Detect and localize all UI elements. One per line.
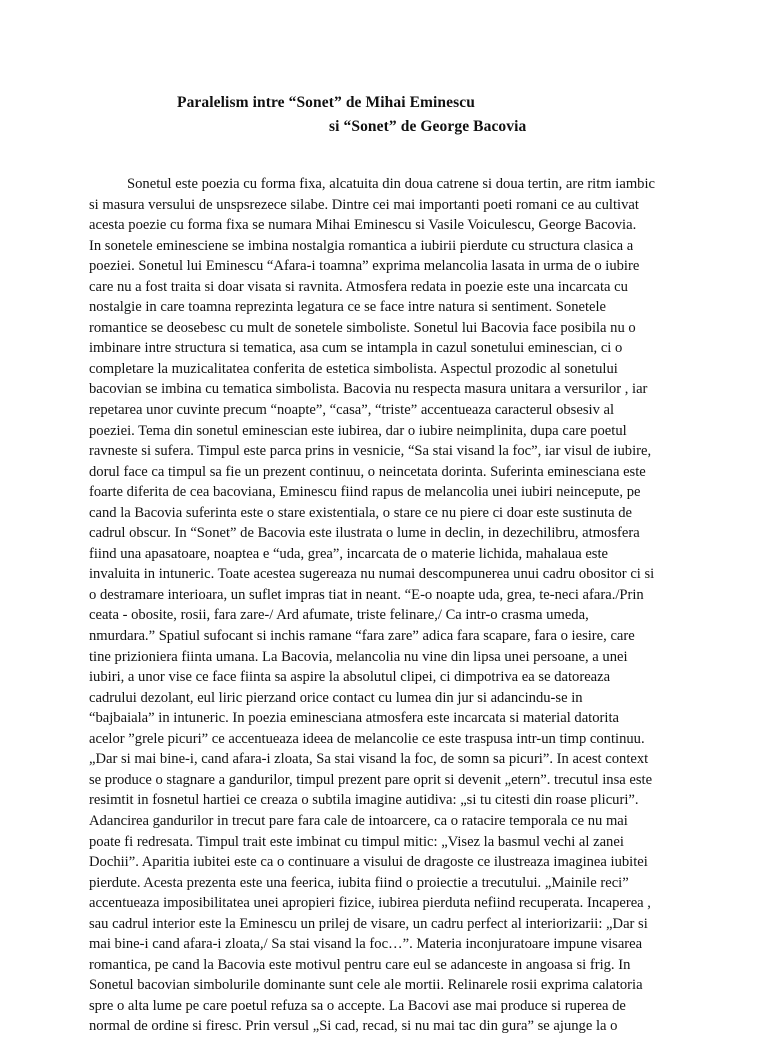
body-text-line: romantice se deosebesc cu mult de sonetele simboliste. Sonetul lui Bacovia face posibila nu o bbox=[89, 319, 636, 336]
body-text-line: care nu a fost traita si doar visata si ravnita. Atmosfera redata in poezie este una incarcata cu bbox=[89, 278, 628, 295]
body-text-line: In sonetele eminesciene se imbina nostalgia romantica a iubirii pierdute cu structura clasica a bbox=[89, 237, 634, 254]
body-text-line: Sonetul bacovian simbolurile dominante sunt cele ale mortii. Relinarele rosii exprima calatoria bbox=[89, 977, 643, 994]
body-text-line: completare la muzicalitatea conferita de estetica simbolista. Aspectul prozodic al sonetului bbox=[89, 360, 618, 377]
body-text-line: bacovian se imbina cu tematica simbolista. Bacovia nu respecta masura unitara a versurilor , iar bbox=[89, 381, 648, 398]
body-text-line: poeziei. Sonetul lui Eminescu “Afara-i toamna” exprima melancolia lasata in urma de o iubire bbox=[89, 258, 640, 275]
body-text-line: imbinare intre structura si tematica, asa cum se intampla in cazul sonetului eminescian, ci o bbox=[89, 340, 623, 357]
body-text-line: cand la Bacovia suferinta este o stare existentiala, o stare ce nu piere ci doar este sustinuta de bbox=[89, 504, 632, 521]
body-text-line: nostalgie in care toamna reprezinta legatura ce se face intre natura si sentiment. Sonetele bbox=[89, 299, 607, 316]
body-text-line: „Dar si mai bine-i, cand afara-i zloata, Sa stai visand la foc, de somn sa picuri”. In acest context bbox=[89, 751, 649, 768]
body-text-line: spre o alta lume pe care poetul refuza sa o accepte. La Bacovi ase mai produce si ruperea de bbox=[89, 997, 626, 1014]
body-text-line: cadrului dezolant, eul liric pierzand orice contact cu lumea din jur si adancindu-se in bbox=[89, 689, 583, 706]
body-text-line: Adancirea gandurilor in trecut pare fara cale de intoarcere, ca o ratacire temporala ce nu mai bbox=[89, 812, 628, 829]
body-text-line: acesta poezie cu forma fixa se numara Mihai Eminescu si Vasile Voiculescu, George Bacovia. bbox=[89, 217, 637, 234]
body-text-line: si masura versului de unspsrezece silabe. Dintre cei mai importanti poeti romani ce au cultivat bbox=[89, 196, 639, 213]
body-text-line: sau cadrul interior este la Eminescu un prilej de visare, un cadru perfect al interiorizarii: „Dar si bbox=[89, 915, 648, 932]
document-body bbox=[89, 174, 689, 1037]
document-title-line-2: si “Sonet” de George Bacovia bbox=[329, 118, 527, 135]
body-text-line: acelor ”grele picuri” ce accentueaza ideea de melancolie ce este traspusa intr-un timp continuu. bbox=[89, 730, 645, 747]
body-text-line: poate fi redresata. Timpul trait este imbinat cu timpul mitic: „Visez la basmul vechi al zanei bbox=[89, 833, 624, 850]
body-text-line: tine prizioniera fiinta umana. La Bacovia, melancolia nu vine din lipsa unei persoane, a unei bbox=[89, 648, 628, 665]
body-text-line: ravneste si sufera. Timpul este parca prins in vesnicie, “Sa stai visand la foc”, iar visul de iubire, bbox=[89, 443, 652, 460]
body-text-line: invaluita in intuneric. Toate acestea sugereaza nu numai descompunerea unui cadru obositor ci si bbox=[89, 566, 655, 583]
body-text-line: foarte diferita de cea bacoviana, Eminescu fiind rapus de melancolia unei iubiri neincepute, pe bbox=[89, 484, 641, 501]
body-text-line: se produce o stagnare a gandurilor, timpul prezent pare oprit si devenit „etern”. trecutul insa este bbox=[89, 771, 653, 788]
body-text-line: Sonetul este poezia cu forma fixa, alcatuita din doua catrene si doua tertin, are ritm iambic bbox=[127, 176, 656, 192]
body-text-line: nmurdara.” Spatiul sufocant si inchis ramane “fara zare” adica fara scapare, fara o iesire, care bbox=[89, 628, 635, 645]
document-title-line-1: Paralelism intre “Sonet” de Mihai Eminescu bbox=[177, 94, 475, 111]
body-text-line: poeziei. Tema din sonetul eminescian este iubirea, dar o iubire neimplinita, dupa care poetul bbox=[89, 422, 627, 439]
body-text-line: normal de ordine si firesc. Prin versul „Si cad, recad, si nu mai tac din gura” se ajunge la o bbox=[89, 1018, 618, 1035]
body-text-line: dorul face ca timpul sa fie un prezent continuu, o neincetata dorinta. Suferinta eminesciana este bbox=[89, 463, 646, 480]
body-text-line: “bajbaiala” in intuneric. In poezia eminesciana atmosfera este incarcata si material datorita bbox=[89, 710, 619, 727]
body-text-line: mai bine-i cand afara-i zloata,/ Sa stai visand la foc…”. Materia inconjuratoare impune visarea bbox=[89, 936, 643, 953]
body-text-line: cadrul obscur. In “Sonet” de Bacovia este ilustrata o lume in declin, in dezechilibru, atmosfera bbox=[89, 525, 640, 542]
body-text-line: o destramare interioara, un suflet impras tiat in neant. “E-o noapte uda, grea, te-neci afara./Prin bbox=[89, 586, 644, 603]
body-text-line: ceata - obosite, rosii, fara zare-/ Ard afumate, triste felinare,/ Ca intr-o crasma umeda, bbox=[89, 607, 589, 624]
body-text-line: repetarea unor cuvinte precum “noapte”, “casa”, “triste” accentueaza caracterul obsesiv al bbox=[89, 402, 615, 419]
body-text-line: fiind una apasatoare, noaptea e “uda, grea”, incarcata de o materie lichida, mahalaua este bbox=[89, 545, 609, 562]
body-text-line: romantica, pe cand la Bacovia este motivul pentru care eul se adanceste in angoasa si frig. In bbox=[89, 956, 631, 973]
body-text-line: Dochii”. Aparitia iubitei este ca o continuare a visului de dragoste ce ilustreaza imaginea iubitei bbox=[89, 854, 648, 871]
body-text-line: resimtit in fosnetul hartiei ce creaza o subtila imagine autidiva: „si tu citesti din roase plicuri”. bbox=[89, 792, 639, 809]
body-text-line: pierdute. Acesta prezenta este una feerica, iubita fiind o proiectie a trecutului. „Mainile reci” bbox=[89, 874, 629, 891]
body-text-line: accentueaza imposibilitatea unei apropieri fizice, iubirea pierduta nefiind recuperata. Incaperea , bbox=[89, 895, 651, 912]
body-text-line: iubiri, a unor vise ce face fiinta sa aspire la absolutul clipei, ci dimpotriva ea se datoreaza bbox=[89, 669, 611, 686]
